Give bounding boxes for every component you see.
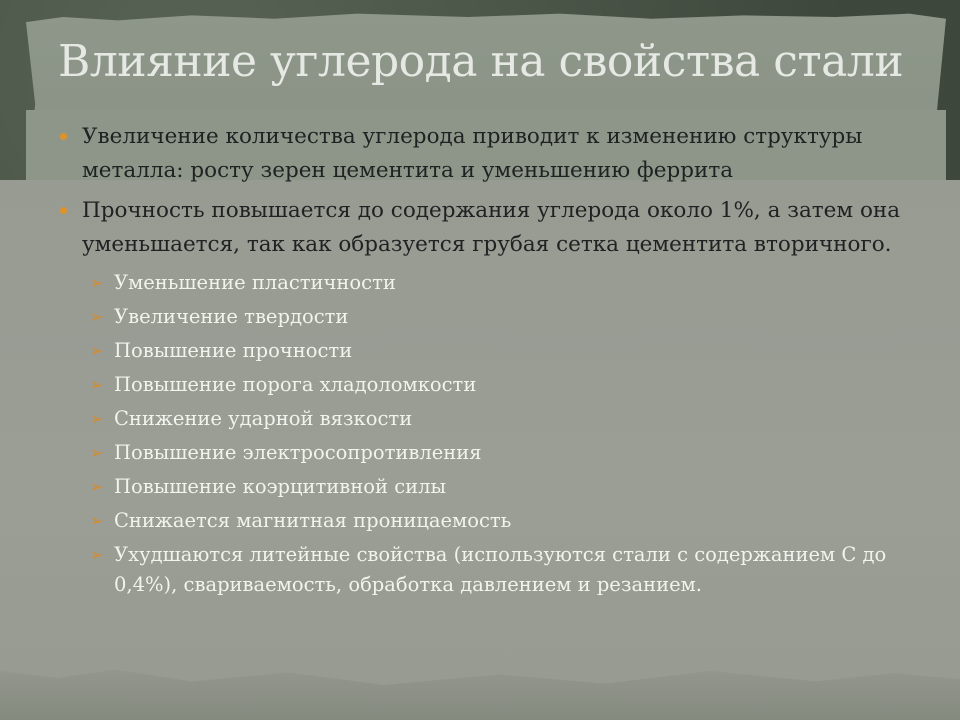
arrow-bullet-icon: ➢ xyxy=(90,545,104,564)
bullet-list xyxy=(60,120,930,262)
dot-bullet-icon xyxy=(60,133,67,140)
bullet-text: Прочность повышается до содержания углерода около 1%, а затем она уменьшается, так как образуется грубая сетка цементита вторичного. xyxy=(82,198,901,257)
sub-bullet-text: Уменьшение пластичности xyxy=(114,271,396,294)
arrow-bullet-icon: ➢ xyxy=(90,477,104,496)
dot-bullet-icon xyxy=(60,207,67,214)
sub-bullet-text: Повышение коэрцитивной силы xyxy=(114,475,447,498)
sub-bullet-item xyxy=(90,438,930,468)
sub-bullet-item xyxy=(90,336,930,366)
sub-bullet-list xyxy=(60,268,930,600)
arrow-bullet-icon: ➢ xyxy=(90,341,104,360)
sub-bullet-text: Ухудшаются литейные свойства (используются стали с содержанием С до 0,4%), свариваемость, обработка давлением и резанием. xyxy=(114,543,887,596)
bullet-item xyxy=(60,120,930,188)
bullet-item xyxy=(60,194,930,262)
sub-bullet-item xyxy=(90,404,930,434)
arrow-bullet-icon: ➢ xyxy=(90,443,104,462)
arrow-bullet-icon: ➢ xyxy=(90,307,104,326)
arrow-bullet-icon: ➢ xyxy=(90,511,104,530)
sub-bullet-item xyxy=(90,268,930,298)
sub-bullet-text: Увеличение твердости xyxy=(114,305,349,328)
sub-bullet-item xyxy=(90,472,930,502)
arrow-bullet-icon: ➢ xyxy=(90,273,104,292)
bullet-text: Увеличение количества углерода приводит к изменению структуры металла: росту зерен цементита и уменьшению феррита xyxy=(82,124,863,183)
arrow-bullet-icon: ➢ xyxy=(90,409,104,428)
sub-bullet-item xyxy=(90,506,930,536)
sub-bullet-text: Снижение ударной вязкости xyxy=(114,407,413,430)
sub-bullet-text: Повышение электросопротивления xyxy=(114,441,482,464)
sub-bullet-item xyxy=(90,540,930,600)
sub-bullet-text: Снижается магнитная проницаемость xyxy=(114,509,512,532)
sub-bullet-item xyxy=(90,370,930,400)
sub-bullet-text: Повышение прочности xyxy=(114,339,353,362)
arrow-bullet-icon: ➢ xyxy=(90,375,104,394)
sub-bullet-item xyxy=(90,302,930,332)
slide-content xyxy=(60,120,930,604)
slide-title: Влияние углерода на свойства стали xyxy=(58,36,904,87)
sub-bullet-text: Повышение порога хладоломкости xyxy=(114,373,477,396)
